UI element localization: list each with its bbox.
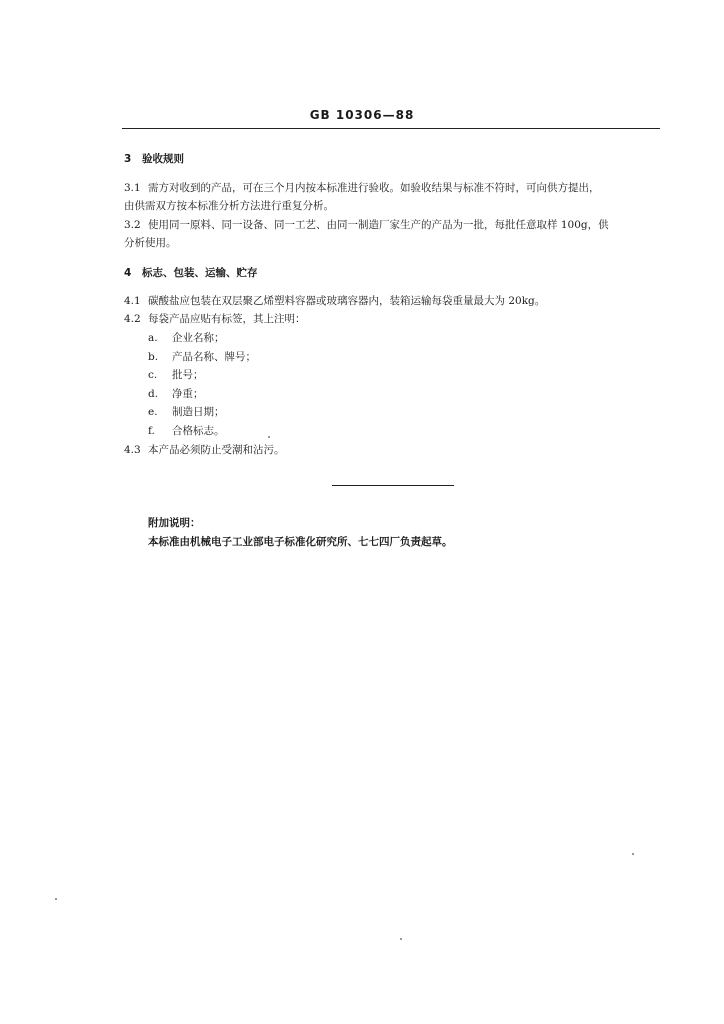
clause-4-2-number: 4.2 — [124, 313, 141, 325]
scan-speck — [268, 436, 270, 438]
list-item — [148, 350, 256, 364]
clause-3-2-line1 — [124, 218, 609, 232]
list-item — [148, 405, 225, 419]
clause-3-2-line2: 分析使用。 — [124, 237, 177, 249]
list-item-text: 净重； — [172, 388, 204, 400]
clause-3-1-number: 3.1 — [124, 182, 141, 194]
clause-4-1 — [124, 294, 545, 308]
section-3-heading — [124, 152, 184, 166]
list-item-text: 合格标志。 — [172, 425, 225, 437]
clause-3-2-text1: 使用同一原料、同一设备、同一工艺、由同一制造厂家生产的产品为一批，每批任意取样 100g，供 — [148, 219, 609, 231]
list-item-letter: a. — [148, 332, 158, 344]
clause-4-3-text: 本产品必须防止受潮和沾污。 — [148, 444, 285, 456]
clause-4-1-number: 4.1 — [124, 295, 141, 307]
clause-3-1-line1 — [124, 181, 600, 195]
scan-speck — [632, 853, 634, 855]
clause-4-3 — [124, 443, 285, 457]
end-divider — [332, 485, 454, 486]
list-item-letter: e. — [148, 406, 158, 418]
list-item — [148, 368, 204, 382]
list-item-text: 制造日期； — [172, 406, 225, 418]
list-item-text: 企业名称； — [172, 332, 225, 344]
list-item-letter: d. — [148, 388, 159, 400]
list-item-text: 批号； — [172, 369, 204, 381]
appendix-text: 本标准由机械电子工业部电子标准化研究所、七七四厂负责起草。 — [148, 536, 453, 548]
list-item-letter: b. — [148, 351, 159, 363]
list-item-text: 产品名称、牌号； — [172, 351, 256, 363]
list-item-letter: c. — [148, 369, 158, 381]
list-item — [148, 331, 225, 345]
clause-4-2 — [124, 312, 306, 326]
appendix-title: 附加说明： — [148, 517, 201, 529]
section-3-title: 验收规则 — [142, 153, 184, 165]
clause-4-1-text: 碳酸盐应包装在双层聚乙烯塑料容器或玻璃容器内，装箱运输每袋重量最大为 20kg。 — [148, 295, 546, 307]
section-4-title: 标志、包装、运输、贮存 — [142, 267, 258, 279]
scan-speck — [55, 898, 57, 900]
section-4-heading — [124, 266, 258, 280]
list-item-letter: f. — [148, 425, 155, 437]
clause-3-2-number: 3.2 — [124, 219, 141, 231]
clause-3-1-line2: 由供需双方按本标准分析方法进行重复分析。 — [124, 200, 334, 212]
clause-4-2-text: 每袋产品应贴有标签，其上注明： — [148, 313, 306, 325]
list-item — [148, 387, 204, 401]
scan-speck — [400, 938, 402, 940]
list-item — [148, 424, 225, 438]
standard-number-header: GB 10306—88 — [309, 108, 415, 122]
clause-3-1-text1: 需方对收到的产品，可在三个月内按本标准进行验收。如验收结果与标准不符时，可向供方提出， — [148, 182, 600, 194]
clause-4-3-number: 4.3 — [124, 444, 141, 456]
section-4-number: 4 — [124, 267, 132, 279]
header-rule — [122, 128, 660, 129]
section-3-number: 3 — [124, 153, 132, 165]
